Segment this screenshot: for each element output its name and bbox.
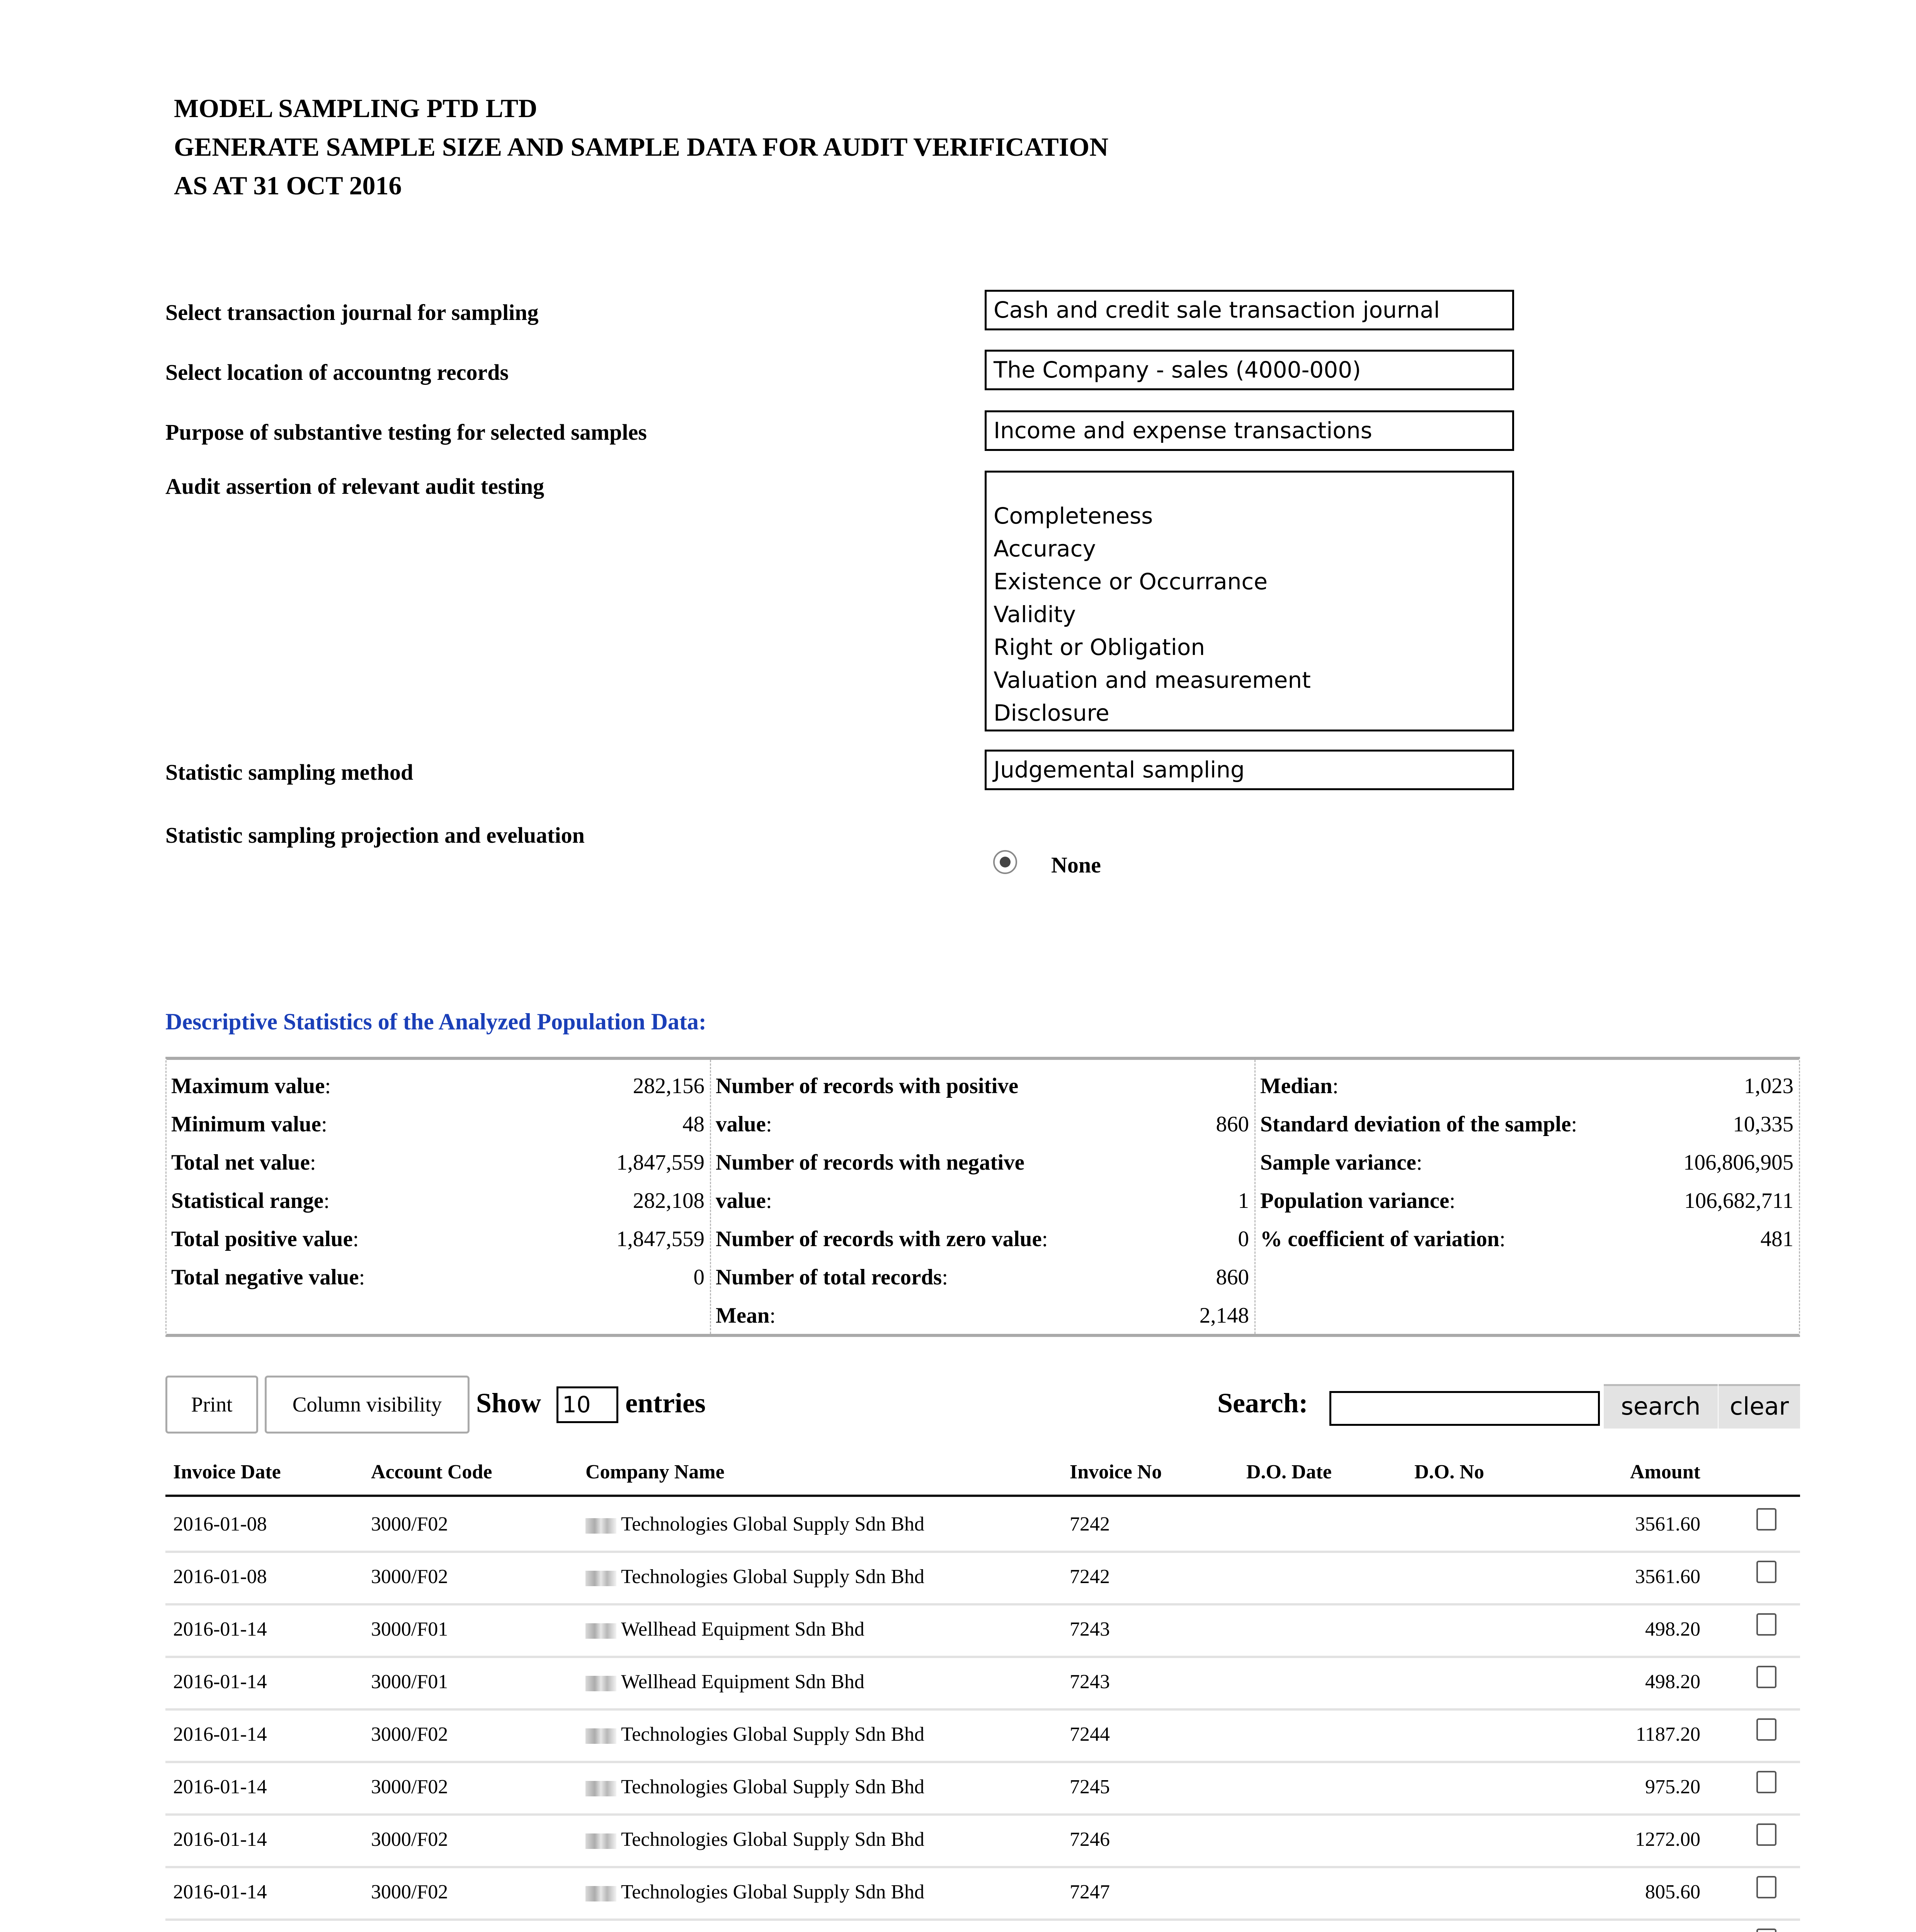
- company-name-text: Wellhead Equipment Sdn Bhd: [621, 1671, 864, 1693]
- stat-value: 0: [1238, 1227, 1249, 1251]
- stat-label: [716, 1105, 772, 1143]
- stat-label: [1260, 1067, 1339, 1105]
- stat-label-text: value: [716, 1112, 766, 1136]
- search-label: Search:: [1217, 1388, 1308, 1418]
- stat-row: [1260, 1105, 1793, 1143]
- column-header[interactable]: D.O. No: [1414, 1461, 1484, 1483]
- assertion-label: Audit assertion of relevant audit testing: [165, 474, 545, 499]
- cell-acct: 3000/F02: [371, 1566, 448, 1588]
- stat-label: [171, 1143, 316, 1182]
- stat-row: [716, 1296, 1249, 1335]
- stat-value: 282,156: [633, 1074, 704, 1098]
- stat-label: [716, 1067, 1018, 1105]
- company-name-text: Technologies Global Supply Sdn Bhd: [621, 1566, 925, 1588]
- stat-row: [1260, 1143, 1793, 1182]
- cell-amount: 3561.60: [1635, 1566, 1700, 1588]
- stat-label: [1260, 1182, 1455, 1220]
- column-visibility-button[interactable]: Column visibility: [265, 1376, 470, 1434]
- cell-inv: 7242: [1070, 1513, 1110, 1535]
- company-name-text: Technologies Global Supply Sdn Bhd: [621, 1828, 925, 1850]
- company-name: MODEL SAMPLING PTD LTD: [174, 94, 538, 123]
- row-divider: [165, 1708, 1800, 1711]
- stat-label: [1260, 1105, 1577, 1143]
- assertion-option[interactable]: Validity: [994, 601, 1076, 628]
- stat-label-text: Total negative value: [171, 1265, 359, 1289]
- assertion-listbox[interactable]: [985, 471, 1514, 731]
- cell-company: [585, 1776, 924, 1798]
- row-select-checkbox[interactable]: [1756, 1613, 1776, 1636]
- stat-label: [171, 1220, 359, 1258]
- stat-label-text: Total net value: [171, 1150, 310, 1175]
- journal-label: Select transaction journal for sampling: [165, 300, 539, 325]
- stat-label-text: Sample variance: [1260, 1150, 1416, 1175]
- company-name-text: Technologies Global Supply Sdn Bhd: [621, 1723, 925, 1745]
- stat-row: [171, 1143, 704, 1182]
- stat-value: 1,847,559: [616, 1227, 704, 1251]
- search-input[interactable]: [1329, 1391, 1600, 1426]
- cell-acct: 3000/F01: [371, 1618, 448, 1640]
- stat-label: [171, 1182, 330, 1220]
- cell-amount: 498.20: [1645, 1671, 1700, 1693]
- cell-date: 2016-01-14: [173, 1881, 267, 1903]
- row-select-checkbox[interactable]: [1756, 1666, 1776, 1688]
- column-header[interactable]: Account Code: [371, 1461, 492, 1483]
- redacted-text: [585, 1623, 616, 1639]
- stat-label: [171, 1067, 331, 1105]
- cell-acct: 3000/F02: [371, 1881, 448, 1903]
- stat-colon: :: [1332, 1074, 1339, 1098]
- method-select[interactable]: Judgemental sampling: [985, 750, 1514, 790]
- stat-label-text: Standard deviation of the sample: [1260, 1112, 1571, 1136]
- report-date: AS AT 31 OCT 2016: [174, 171, 402, 200]
- entries-select[interactable]: 10: [556, 1386, 618, 1423]
- row-divider: [165, 1918, 1800, 1921]
- redacted-text: [585, 1728, 616, 1744]
- location-label: Select location of accountng records: [165, 360, 509, 385]
- row-select-checkbox[interactable]: [1756, 1929, 1776, 1932]
- stat-label: [716, 1182, 772, 1220]
- stat-value: 282,108: [633, 1189, 704, 1213]
- cell-acct: 3000/F02: [371, 1723, 448, 1745]
- cell-acct: 3000/F02: [371, 1828, 448, 1850]
- row-select-checkbox[interactable]: [1756, 1508, 1776, 1531]
- stat-row: [171, 1258, 704, 1296]
- stat-colon: :: [1449, 1189, 1456, 1213]
- row-divider: [165, 1761, 1800, 1763]
- cell-amount: 498.20: [1645, 1618, 1700, 1640]
- redacted-text: [585, 1833, 616, 1849]
- stat-value: 1,023: [1744, 1074, 1793, 1098]
- row-divider: [165, 1603, 1800, 1605]
- redacted-text: [585, 1886, 616, 1901]
- cell-date: 2016-01-08: [173, 1513, 267, 1535]
- cell-inv: 7247: [1070, 1881, 1110, 1903]
- projection-none-label: None: [1051, 852, 1101, 878]
- assertion-option[interactable]: Existence or Occurrance: [994, 568, 1268, 595]
- cell-inv: 7246: [1070, 1828, 1110, 1850]
- cell-company: [585, 1881, 924, 1903]
- cell-acct: 3000/F02: [371, 1776, 448, 1798]
- stat-label-text: Maximum value: [171, 1074, 325, 1098]
- cell-company: [585, 1565, 924, 1588]
- report-title: GENERATE SAMPLE SIZE AND SAMPLE DATA FOR AUDIT VERIFICATION: [174, 132, 1109, 162]
- stat-value: 481: [1760, 1227, 1793, 1251]
- column-header[interactable]: D.O. Date: [1246, 1461, 1332, 1483]
- cell-amount: 1272.00: [1635, 1828, 1700, 1850]
- company-name-text: Technologies Global Supply Sdn Bhd: [621, 1513, 925, 1535]
- stat-label: [716, 1220, 1048, 1258]
- clear-button[interactable]: clear: [1719, 1384, 1800, 1429]
- column-header[interactable]: Company Name: [585, 1461, 725, 1483]
- assertion-option[interactable]: Valuation and measurement: [994, 667, 1311, 693]
- search-button[interactable]: search: [1604, 1384, 1718, 1429]
- stat-label-text: Number of records with zero value: [716, 1227, 1042, 1251]
- cell-date: 2016-01-14: [173, 1671, 267, 1693]
- stat-label-text: Total positive value: [171, 1227, 353, 1251]
- redacted-text: [585, 1781, 616, 1796]
- cell-company: [585, 1670, 864, 1693]
- stat-label-text: Number of records with positive: [716, 1074, 1019, 1098]
- column-header[interactable]: Amount: [1630, 1461, 1700, 1483]
- stat-row: [716, 1143, 1249, 1182]
- stat-label-text: Number of total records: [716, 1265, 942, 1289]
- cell-amount: 1187.20: [1635, 1723, 1700, 1745]
- cell-company: [585, 1618, 864, 1641]
- company-name-text: Wellhead Equipment Sdn Bhd: [621, 1618, 864, 1640]
- assertion-option[interactable]: Right or Obligation: [994, 634, 1205, 660]
- redacted-text: [585, 1676, 616, 1691]
- stat-row: [1260, 1220, 1793, 1258]
- stat-value: 860: [1216, 1265, 1249, 1289]
- row-divider: [165, 1656, 1800, 1658]
- stat-colon: :: [323, 1189, 330, 1213]
- stat-colon: :: [766, 1112, 772, 1136]
- entries-label: entries: [625, 1388, 706, 1418]
- column-header[interactable]: Invoice No: [1070, 1461, 1162, 1483]
- stat-row: [1260, 1182, 1793, 1220]
- row-select-checkbox[interactable]: [1756, 1876, 1776, 1898]
- stat-label-text: Mean: [716, 1303, 770, 1328]
- stats-table: [165, 1057, 1800, 1337]
- stat-label: [171, 1258, 365, 1296]
- stat-colon: :: [1571, 1112, 1577, 1136]
- stat-colon: :: [766, 1189, 772, 1213]
- cell-inv: 7244: [1070, 1723, 1110, 1745]
- stat-row: [1260, 1067, 1793, 1105]
- stat-label-text: Median: [1260, 1074, 1332, 1098]
- stat-label-text: value: [716, 1189, 766, 1213]
- cell-inv: 7242: [1070, 1566, 1110, 1588]
- projection-none-radio[interactable]: [993, 850, 1017, 874]
- stat-value: 1: [1238, 1189, 1249, 1213]
- stats-column-3: [1256, 1060, 1799, 1334]
- assertion-option[interactable]: Disclosure: [994, 700, 1109, 726]
- stat-colon: :: [942, 1265, 948, 1289]
- company-name-text: Technologies Global Supply Sdn Bhd: [621, 1881, 925, 1903]
- stat-row: [716, 1067, 1249, 1105]
- cell-company: [585, 1828, 924, 1851]
- cell-inv: 7245: [1070, 1776, 1110, 1798]
- row-select-checkbox[interactable]: [1756, 1718, 1776, 1741]
- stat-label: [716, 1143, 1024, 1182]
- stat-label-text: Statistical range: [171, 1189, 324, 1213]
- purpose-label: Purpose of substantive testing for selected samples: [165, 420, 647, 445]
- row-select-checkbox[interactable]: [1756, 1823, 1776, 1846]
- stat-label-text: Minimum value: [171, 1112, 321, 1136]
- cell-acct: 3000/F01: [371, 1671, 448, 1693]
- stats-column-1: [167, 1060, 711, 1334]
- stat-value: 0: [693, 1265, 704, 1289]
- cell-company: [585, 1723, 924, 1746]
- stat-colon: :: [359, 1265, 365, 1289]
- column-header[interactable]: Invoice Date: [173, 1461, 281, 1483]
- purpose-select[interactable]: Income and expense transactions: [985, 410, 1514, 451]
- cell-amount: 805.60: [1645, 1881, 1700, 1903]
- stat-colon: :: [352, 1227, 359, 1251]
- stat-label-text: % coefficient of variation: [1260, 1227, 1499, 1251]
- stat-label: [171, 1105, 327, 1143]
- stat-colon: :: [1499, 1227, 1506, 1251]
- stat-colon: :: [1416, 1150, 1423, 1175]
- stat-label: [716, 1296, 776, 1335]
- stat-row: [171, 1105, 704, 1143]
- stat-row: [716, 1220, 1249, 1258]
- stats-column-2: [711, 1060, 1256, 1334]
- stat-value: 860: [1216, 1112, 1249, 1136]
- row-divider: [165, 1551, 1800, 1553]
- journal-select[interactable]: Cash and credit sale transaction journal: [985, 290, 1514, 330]
- stat-value: 1,847,559: [616, 1150, 704, 1175]
- header-divider: [165, 1495, 1800, 1497]
- row-divider: [165, 1813, 1800, 1816]
- location-select[interactable]: The Company - sales (4000-000): [985, 350, 1514, 390]
- stat-row: [171, 1220, 704, 1258]
- stat-value: 2,148: [1199, 1303, 1249, 1328]
- stat-label: [1260, 1220, 1506, 1258]
- assertion-option[interactable]: Completeness: [994, 503, 1153, 529]
- stat-colon: :: [310, 1150, 316, 1175]
- cell-inv: 7243: [1070, 1671, 1110, 1693]
- assertion-option[interactable]: Accuracy: [994, 536, 1096, 562]
- stat-label-text: Population variance: [1260, 1189, 1450, 1213]
- row-select-checkbox[interactable]: [1756, 1771, 1776, 1793]
- cell-inv: 7243: [1070, 1618, 1110, 1640]
- stat-value: 48: [682, 1112, 704, 1136]
- cell-date: 2016-01-14: [173, 1723, 267, 1745]
- stat-row: [171, 1182, 704, 1220]
- stat-colon: :: [1041, 1227, 1048, 1251]
- stat-row: [716, 1182, 1249, 1220]
- stat-label-text: Number of records with negative: [716, 1150, 1024, 1175]
- stat-row: [716, 1105, 1249, 1143]
- cell-amount: 3561.60: [1635, 1513, 1700, 1535]
- stat-value: 10,335: [1733, 1112, 1793, 1136]
- redacted-text: [585, 1571, 616, 1586]
- redacted-text: [585, 1518, 616, 1534]
- stat-value: 106,806,905: [1683, 1150, 1793, 1175]
- print-button[interactable]: Print: [165, 1376, 258, 1434]
- stat-colon: :: [321, 1112, 327, 1136]
- cell-date: 2016-01-14: [173, 1618, 267, 1640]
- stat-label: [1260, 1143, 1423, 1182]
- cell-date: 2016-01-14: [173, 1776, 267, 1798]
- stats-heading: Descriptive Statistics of the Analyzed Population Data:: [165, 1009, 706, 1034]
- method-label: Statistic sampling method: [165, 760, 413, 785]
- cell-acct: 3000/F02: [371, 1513, 448, 1535]
- stat-row: [171, 1067, 704, 1105]
- row-divider: [165, 1866, 1800, 1868]
- stat-row: [716, 1258, 1249, 1296]
- stat-colon: :: [325, 1074, 331, 1098]
- stat-colon: :: [769, 1303, 776, 1328]
- row-select-checkbox[interactable]: [1756, 1561, 1776, 1583]
- stat-value: 106,682,711: [1684, 1189, 1793, 1213]
- projection-label: Statistic sampling projection and eveluation: [165, 823, 585, 848]
- stat-label: [716, 1258, 948, 1296]
- cell-date: 2016-01-08: [173, 1566, 267, 1588]
- radio-selected-dot: [1000, 857, 1011, 867]
- company-name-text: Technologies Global Supply Sdn Bhd: [621, 1776, 925, 1798]
- cell-company: [585, 1513, 924, 1536]
- show-label: Show: [476, 1388, 541, 1418]
- cell-amount: 975.20: [1645, 1776, 1700, 1798]
- cell-date: 2016-01-14: [173, 1828, 267, 1850]
